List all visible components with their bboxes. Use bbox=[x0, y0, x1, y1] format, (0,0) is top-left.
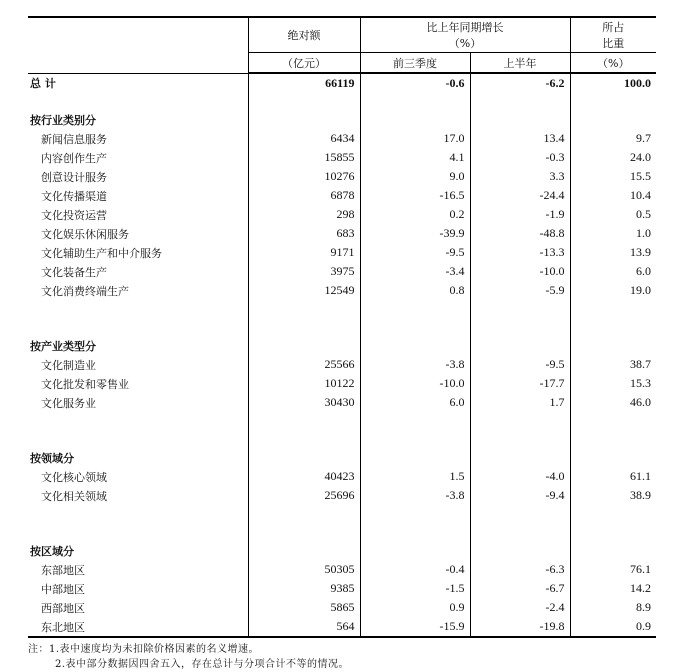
spacer-cell bbox=[28, 412, 248, 429]
row-q3-growth: -3.8 bbox=[360, 355, 470, 374]
row-amount: 6878 bbox=[248, 186, 360, 205]
row-q3-growth: -16.5 bbox=[360, 186, 470, 205]
spacer-cell bbox=[360, 412, 470, 429]
data-rows bbox=[28, 129, 656, 637]
table-row bbox=[28, 355, 656, 374]
row-amount: 10276 bbox=[248, 167, 360, 186]
spacer-cell bbox=[248, 412, 360, 429]
row-share: 8.9 bbox=[570, 598, 656, 617]
table-row bbox=[28, 262, 656, 281]
section-title: 按行业类别分 bbox=[30, 113, 96, 127]
row-share: 0.5 bbox=[570, 205, 656, 224]
row-label: 新闻信息服务 bbox=[41, 132, 107, 146]
header-amount-unit: （亿元） bbox=[248, 53, 360, 74]
table-row bbox=[28, 374, 656, 393]
row-label: 西部地区 bbox=[41, 601, 85, 615]
row-amount: 564 bbox=[248, 617, 360, 637]
spacer-row bbox=[28, 300, 656, 317]
row-h1-growth: -1.9 bbox=[470, 205, 570, 224]
spacer-cell bbox=[28, 522, 248, 541]
spacer-cell bbox=[570, 300, 656, 317]
empty-cell bbox=[470, 541, 570, 560]
row-label: 中部地区 bbox=[41, 582, 85, 596]
row-h1-growth: 3.3 bbox=[470, 167, 570, 186]
row-amount: 40423 bbox=[248, 467, 360, 486]
spacer-cell bbox=[248, 317, 360, 336]
row-h1-growth: -10.0 bbox=[470, 262, 570, 281]
table-row bbox=[28, 205, 656, 224]
row-q3-growth: 9.0 bbox=[360, 167, 470, 186]
empty-cell bbox=[248, 336, 360, 355]
row-share: 15.3 bbox=[570, 374, 656, 393]
row-h1-growth: -5.9 bbox=[470, 281, 570, 300]
spacer-cell bbox=[570, 522, 656, 541]
table-row bbox=[28, 393, 656, 412]
row-label: 文化辅助生产和中介服务 bbox=[41, 246, 162, 260]
table-row bbox=[28, 129, 656, 148]
row-label: 文化批发和零售业 bbox=[41, 377, 129, 391]
spacer-cell bbox=[470, 522, 570, 541]
header-growth-unit: （%） bbox=[448, 37, 482, 50]
spacer-cell bbox=[570, 317, 656, 336]
section-title: 按区域分 bbox=[30, 544, 74, 558]
spacer-cell bbox=[570, 412, 656, 429]
row-q3-growth: 0.8 bbox=[360, 281, 470, 300]
row-share: 6.0 bbox=[570, 262, 656, 281]
row-h1-growth: -6.7 bbox=[470, 579, 570, 598]
spacer-row bbox=[28, 93, 656, 110]
total-q3: -0.6 bbox=[360, 73, 470, 93]
spacer-cell bbox=[360, 317, 470, 336]
spacer-cell bbox=[248, 300, 360, 317]
row-share: 10.4 bbox=[570, 186, 656, 205]
row-share: 19.0 bbox=[570, 281, 656, 300]
note-1: 注：1.表中速度均为未扣除价格因素的名义增速。 bbox=[28, 644, 260, 655]
spacer-cell bbox=[470, 429, 570, 448]
empty-cell bbox=[570, 336, 656, 355]
table-row bbox=[28, 579, 656, 598]
table-row bbox=[28, 148, 656, 167]
row-label: 文化服务业 bbox=[41, 396, 96, 410]
empty-cell bbox=[360, 336, 470, 355]
spacer-row bbox=[28, 505, 656, 522]
row-share: 38.9 bbox=[570, 486, 656, 505]
spacer-row bbox=[28, 522, 656, 541]
total-h1: -6.2 bbox=[470, 73, 570, 93]
spacer-row bbox=[28, 317, 656, 336]
table-row bbox=[28, 167, 656, 186]
table-row bbox=[28, 486, 656, 505]
spacer-cell bbox=[470, 412, 570, 429]
row-q3-growth: 0.2 bbox=[360, 205, 470, 224]
header-h1: 上半年 bbox=[470, 53, 570, 74]
table-row bbox=[28, 186, 656, 205]
spacer-cell bbox=[28, 505, 248, 522]
row-amount: 10122 bbox=[248, 374, 360, 393]
row-label: 东北地区 bbox=[28, 617, 248, 637]
row-h1-growth: -0.3 bbox=[470, 148, 570, 167]
empty-cell bbox=[248, 448, 360, 467]
row-q3-growth: -15.9 bbox=[360, 617, 470, 637]
row-label: 文化核心领域 bbox=[41, 470, 107, 484]
row-amount: 5865 bbox=[248, 598, 360, 617]
empty-cell bbox=[570, 448, 656, 467]
spacer-row bbox=[28, 429, 656, 448]
header-share-unit: （%） bbox=[570, 53, 656, 74]
row-h1-growth: -24.4 bbox=[470, 186, 570, 205]
row-amount: 25696 bbox=[248, 486, 360, 505]
table-row bbox=[28, 598, 656, 617]
row-share: 1.0 bbox=[570, 224, 656, 243]
spacer-cell bbox=[28, 317, 248, 336]
table-row bbox=[28, 560, 656, 579]
row-q3-growth: -3.4 bbox=[360, 262, 470, 281]
empty-cell bbox=[470, 336, 570, 355]
row-share: 0.9 bbox=[570, 617, 656, 637]
row-amount: 6434 bbox=[248, 129, 360, 148]
row-share: 61.1 bbox=[570, 467, 656, 486]
empty-cell bbox=[248, 541, 360, 560]
table-notes bbox=[28, 642, 656, 672]
row-share: 15.5 bbox=[570, 167, 656, 186]
table-row bbox=[28, 617, 656, 637]
row-q3-growth: -0.4 bbox=[360, 560, 470, 579]
corner-header-cell bbox=[28, 17, 248, 73]
spacer-cell bbox=[28, 300, 248, 317]
row-h1-growth: -19.8 bbox=[470, 617, 570, 637]
spacer-cell bbox=[360, 505, 470, 522]
header-share-line1: 所占 bbox=[602, 21, 625, 34]
row-label: 文化传播渠道 bbox=[41, 189, 107, 203]
section-title: 按产业类型分 bbox=[30, 339, 96, 353]
row-amount: 30430 bbox=[248, 393, 360, 412]
total-amount: 66119 bbox=[248, 73, 360, 93]
row-label: 文化制造业 bbox=[41, 358, 96, 372]
spacer-cell bbox=[470, 505, 570, 522]
spacer-row bbox=[28, 412, 656, 429]
row-h1-growth: -9.5 bbox=[470, 355, 570, 374]
table-row bbox=[28, 467, 656, 486]
empty-cell bbox=[360, 448, 470, 467]
header-q3: 前三季度 bbox=[360, 53, 470, 74]
row-h1-growth: 13.4 bbox=[470, 129, 570, 148]
table-row bbox=[28, 243, 656, 262]
row-q3-growth: -39.9 bbox=[360, 224, 470, 243]
row-share: 46.0 bbox=[570, 393, 656, 412]
row-amount: 9171 bbox=[248, 243, 360, 262]
row-amount: 3975 bbox=[248, 262, 360, 281]
row-amount: 9385 bbox=[248, 579, 360, 598]
row-h1-growth: -9.4 bbox=[470, 486, 570, 505]
row-label: 文化消费终端生产 bbox=[41, 284, 129, 298]
row-label: 文化投资运营 bbox=[41, 208, 107, 222]
spacer-cell bbox=[360, 300, 470, 317]
row-amount: 683 bbox=[248, 224, 360, 243]
spacer-cell bbox=[570, 429, 656, 448]
row-label: 文化装备生产 bbox=[41, 265, 107, 279]
total-row bbox=[28, 73, 656, 93]
row-h1-growth: 1.7 bbox=[470, 393, 570, 412]
empty-cell bbox=[570, 541, 656, 560]
row-q3-growth: 0.9 bbox=[360, 598, 470, 617]
row-share: 14.2 bbox=[570, 579, 656, 598]
row-h1-growth: -6.3 bbox=[470, 560, 570, 579]
spacer-cell bbox=[28, 429, 248, 448]
row-h1-growth: -17.7 bbox=[470, 374, 570, 393]
row-amount: 50305 bbox=[248, 560, 360, 579]
row-q3-growth: 1.5 bbox=[360, 467, 470, 486]
spacer-cell bbox=[570, 505, 656, 522]
culture-enterprise-revenue-table bbox=[28, 16, 656, 638]
section-title-row bbox=[28, 336, 656, 355]
row-amount: 12549 bbox=[248, 281, 360, 300]
row-label: 东部地区 bbox=[41, 563, 85, 577]
total-label: 总 计 bbox=[30, 77, 56, 91]
empty-cell bbox=[360, 541, 470, 560]
note-2: 2.表中部分数据因四舍五入，存在总计与分项合计不等的情况。 bbox=[55, 659, 350, 670]
row-h1-growth: -4.0 bbox=[470, 467, 570, 486]
row-q3-growth: 4.1 bbox=[360, 148, 470, 167]
spacer-cell bbox=[248, 505, 360, 522]
row-share: 76.1 bbox=[570, 560, 656, 579]
header-growth-label: 比上年同期增长 bbox=[426, 21, 504, 34]
row-h1-growth: -13.3 bbox=[470, 243, 570, 262]
row-q3-growth: -9.5 bbox=[360, 243, 470, 262]
row-q3-growth: 17.0 bbox=[360, 129, 470, 148]
row-amount: 15855 bbox=[248, 148, 360, 167]
row-share: 13.9 bbox=[570, 243, 656, 262]
header-amount: 绝对额 bbox=[248, 17, 360, 53]
spacer-cell bbox=[470, 317, 570, 336]
row-q3-growth: -1.5 bbox=[360, 579, 470, 598]
section-title-row bbox=[28, 541, 656, 560]
row-share: 24.0 bbox=[570, 148, 656, 167]
row-q3-growth: -10.0 bbox=[360, 374, 470, 393]
row-q3-growth: -3.8 bbox=[360, 486, 470, 505]
row-amount: 298 bbox=[248, 205, 360, 224]
row-label: 创意设计服务 bbox=[41, 170, 107, 184]
spacer-cell bbox=[248, 429, 360, 448]
header-share-line2: 比重 bbox=[602, 37, 625, 50]
spacer-cell bbox=[360, 429, 470, 448]
header-share bbox=[570, 17, 656, 53]
header-growth bbox=[360, 17, 570, 53]
spacer-cell bbox=[248, 522, 360, 541]
row-label: 内容创作生产 bbox=[41, 151, 107, 165]
row-label: 文化娱乐休闲服务 bbox=[41, 227, 129, 241]
row-amount: 25566 bbox=[248, 355, 360, 374]
row-h1-growth: -2.4 bbox=[470, 598, 570, 617]
table-row bbox=[28, 224, 656, 243]
row-h1-growth: -48.8 bbox=[470, 224, 570, 243]
section-title: 按领域分 bbox=[30, 451, 74, 465]
spacer-cell bbox=[470, 300, 570, 317]
empty-cell bbox=[470, 448, 570, 467]
row-label: 文化相关领域 bbox=[41, 489, 107, 503]
section-title-row bbox=[28, 110, 656, 129]
row-share: 38.7 bbox=[570, 355, 656, 374]
spacer-cell bbox=[360, 522, 470, 541]
statistics-table-document bbox=[28, 16, 656, 672]
table-row bbox=[28, 281, 656, 300]
row-share: 9.7 bbox=[570, 129, 656, 148]
section-title-row bbox=[28, 448, 656, 467]
total-share: 100.0 bbox=[570, 73, 656, 93]
table-body bbox=[28, 73, 656, 129]
row-q3-growth: 6.0 bbox=[360, 393, 470, 412]
